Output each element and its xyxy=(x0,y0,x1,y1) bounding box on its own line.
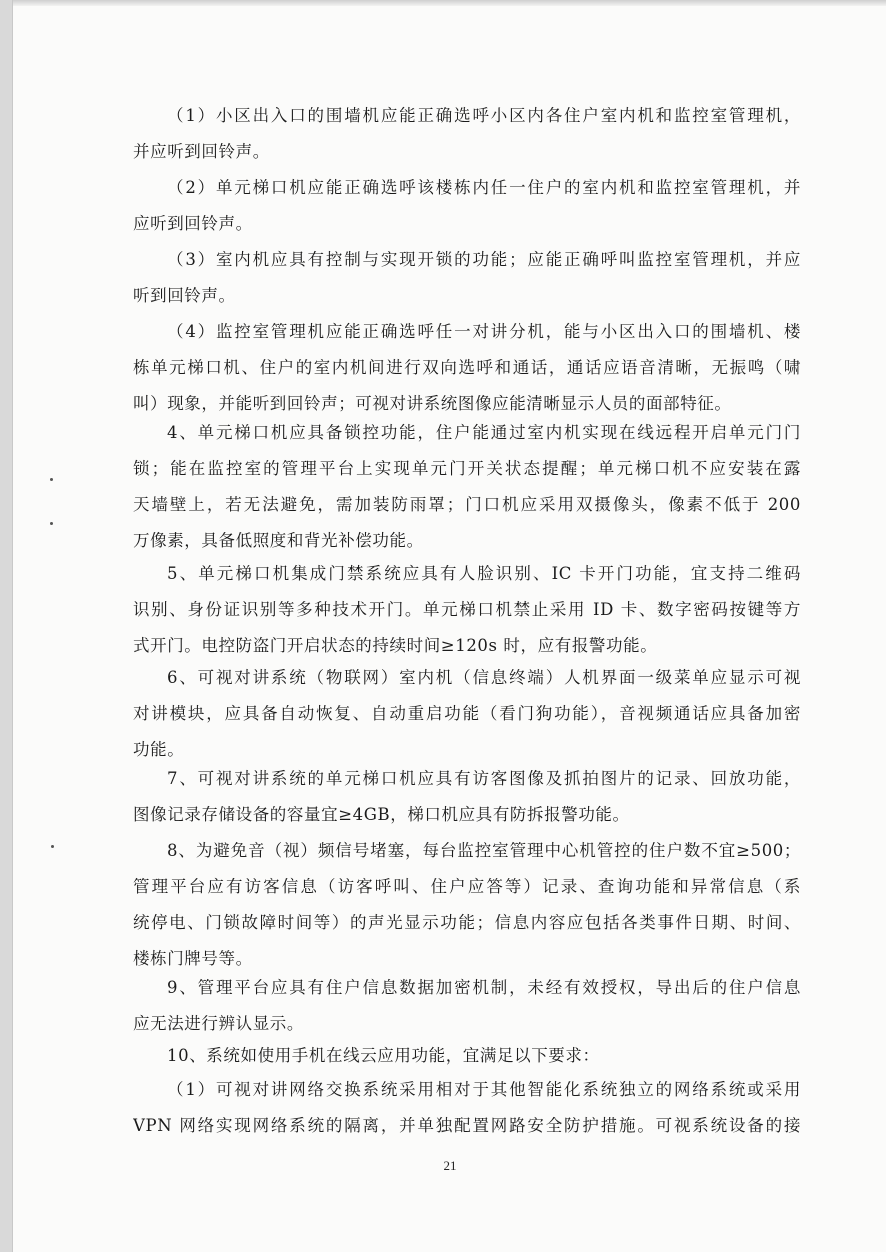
text-line: 栋单元梯口机、住户的室内机间进行双向选呼和通话，通话应语音清晰，无振鸣（啸 xyxy=(133,358,801,377)
text-line: 6、可视对讲系统（物联网）室内机（信息终端）人机界面一级菜单应显示可视 xyxy=(167,668,801,687)
text-line: 楼栋门牌号等。 xyxy=(133,949,253,968)
scan-speck xyxy=(50,478,53,481)
text-line: （2）单元梯口机应能正确选呼该楼栋内任一住户的室内机和监控室管理机，并 xyxy=(167,178,801,197)
text-line: 识别、身份证识别等多种技术开门。单元梯口机禁止采用 ID 卡、数字密码按键等方 xyxy=(133,600,801,619)
scan-speck xyxy=(51,845,54,848)
text-line: （1）小区出入口的围墙机应能正确选呼小区内各住户室内机和监控室管理机， xyxy=(167,106,801,125)
paragraph-item-2 xyxy=(133,170,801,242)
text-line: 功能。 xyxy=(133,740,185,759)
text-line: 对讲模块，应具备自动恢复、自动重启功能（看门狗功能），音视频通话应具备加密 xyxy=(133,704,801,723)
text-line: （3）室内机应具有控制与实现开锁的功能；应能正确呼叫监控室管理机，并应 xyxy=(167,250,801,269)
text-line: 管理平台应有访客信息（访客呼叫、住户应答等）记录、查询功能和异常信息（系 xyxy=(133,877,801,896)
text-line: VPN 网络实现网络系统的隔离，并单独配置网路安全防护措施。可视系统设备的接 xyxy=(133,1116,801,1135)
text-line: 万像素，具备低照度和背光补偿功能。 xyxy=(133,531,424,550)
text-line: 5、单元梯口机集成门禁系统应具有人脸识别、IC 卡开门功能，宜支持二维码 xyxy=(167,564,801,583)
text-line: 锁；能在监控室的管理平台上实现单元门开关状态提醒；单元梯口机不应安装在露 xyxy=(133,459,801,478)
text-line: （4）监控室管理机应能正确选呼任一对讲分机，能与小区出入口的围墙机、楼 xyxy=(167,322,801,341)
paragraph-section-10 xyxy=(133,1038,801,1074)
text-line: 应听到回铃声。 xyxy=(133,214,253,233)
page-number: 21 xyxy=(443,1158,457,1173)
paragraph-item-3 xyxy=(133,242,801,314)
document-page xyxy=(12,0,886,1252)
text-line: 4、单元梯口机应具备锁控功能，住户能通过室内机实现在线远程开启单元门门 xyxy=(167,423,801,442)
text-line: 统停电、门锁故障时间等）的声光显示功能；信息内容应包括各类事件日期、时间、 xyxy=(133,913,801,932)
paragraph-section-8 xyxy=(133,833,801,977)
paragraph-section-6 xyxy=(133,660,801,768)
text-line: 式开门。电控防盗门开启状态的持续时间≥120s 时，应有报警功能。 xyxy=(133,636,658,655)
text-line: 听到回铃声。 xyxy=(133,286,236,305)
scan-speck xyxy=(50,522,53,525)
paragraph-section-4 xyxy=(133,415,801,559)
text-line: 8、为避免音（视）频信号堵塞，每台监控室管理中心机管控的住户数不宜≥500； xyxy=(167,841,801,860)
paragraph-item-4 xyxy=(133,314,801,422)
paragraph-item-1 xyxy=(133,98,801,170)
text-line: 并应听到回铃声。 xyxy=(133,142,270,161)
paragraph-section-10-item-1 xyxy=(133,1072,801,1144)
text-line: 7、可视对讲系统的单元梯口机应具有访客图像及抓拍图片的记录、回放功能， xyxy=(167,769,801,788)
text-line: （1）可视对讲网络交换系统采用相对于其他智能化系统独立的网络系统或采用 xyxy=(167,1080,801,1099)
text-line: 图像记录存储设备的容量宜≥4GB，梯口机应具有防拆报警功能。 xyxy=(133,805,630,824)
text-line: 天墙壁上，若无法避免，需加装防雨罩；门口机应采用双摄像头，像素不低于 200 xyxy=(133,495,801,514)
paragraph-section-5 xyxy=(133,556,801,664)
text-line: 9、管理平台应具有住户信息数据加密机制，未经有效授权，导出后的住户信息 xyxy=(167,978,801,997)
text-line: 叫）现象，并能听到回铃声；可视对讲系统图像应能清晰显示人员的面部特征。 xyxy=(133,394,732,413)
text-line: 10、系统如使用手机在线云应用功能，宜满足以下要求： xyxy=(167,1046,600,1065)
paragraph-section-7 xyxy=(133,761,801,833)
text-line: 应无法进行辨认显示。 xyxy=(133,1014,304,1033)
paragraph-section-9 xyxy=(133,970,801,1042)
page-content xyxy=(13,0,886,1252)
